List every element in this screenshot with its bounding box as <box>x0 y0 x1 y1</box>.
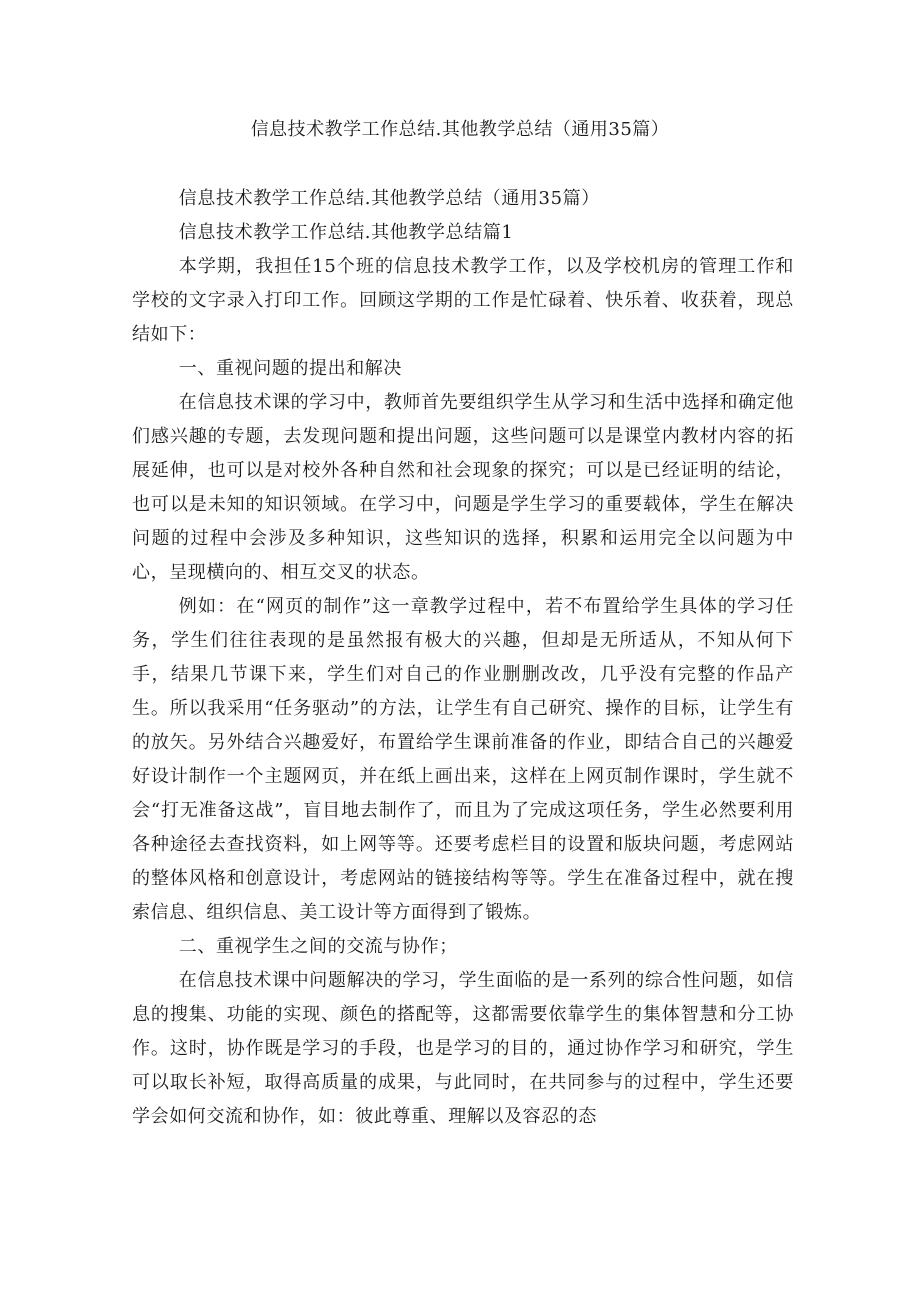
heading-point-one: 一、重视问题的提出和解决 <box>178 358 402 379</box>
paragraph-section-heading: 信息技术教学工作总结.其他教学总结篇1 <box>178 222 514 243</box>
heading-point-two: 二、重视学生之间的交流与协作； <box>178 936 458 957</box>
document-body <box>132 182 794 1134</box>
paragraph-intro: 本学期，我担任15个班的信息技术教学工作，以及学校机房的管理工作和学校的文字录入打印工作。回顾这学期的工作是忙碌着、快乐着、收获着，现总结如下： <box>132 256 794 345</box>
document-title: 信息技术教学工作总结.其他教学总结（通用35篇） <box>250 119 670 140</box>
paragraph-example: 例如：在“网页的制作”这一章教学过程中，若不布置给学生具体的学习任务，学生们往往表现的是虽然报有极大的兴趣，但却是无所适从，不知从何下手，结果几节课下来，学生们对自己的作业删删改改，几乎没有完整的作品产生。所以我采用“任务驱动”的方法，让学生有自己研究、操作的目标，让学生有的放矢。另外结合兴趣爱好，布置给学生课前准备的作业，即结合自己的兴趣爱好设计制作一个主题网页，并在纸上画出来，这样在上网页制作课时，学生就不会“打无准备这战”，盲目地去制作了，而且为了完成这项任务，学生必然要利用各种途径去查找资料，如上网等等。还要考虑栏目的设置和版块问题，考虑网站的整体风格和创意设计，考虑网站的链接结构等等。学生在准备过程中，就在搜索信息、组织信息、美工设计等方面得到了锻炼。 <box>132 596 794 923</box>
paragraph-collaboration: 在信息技术课中问题解决的学习，学生面临的是一系列的综合性问题，如信息的搜集、功能的实现、颜色的搭配等，这都需要依靠学生的集体智慧和分工协作。这时，协作既是学习的手段，也是学习的目的，通过协作学习和研究，学生可以取长补短，取得高质量的成果，与此同时，在共同参与的过程中，学生还要学会如何交流和协作，如：彼此尊重、理解以及容忍的态 <box>132 970 794 1127</box>
paragraph-subtitle: 信息技术教学工作总结.其他教学总结（通用35篇） <box>178 188 600 209</box>
paragraph-problem-solving: 在信息技术课的学习中，教师首先要组织学生从学习和生活中选择和确定他们感兴趣的专题，去发现问题和提出问题，这些问题可以是课堂内教材内容的拓展延伸，也可以是对校外各种自然和社会现象的探究；可以是已经证明的结论，也可以是未知的知识领域。在学习中，问题是学生学习的重要载体，学生在解决问题的过程中会涉及多种知识，这些知识的选择，积累和运用完全以问题为中心，呈现横向的、相互交叉的状态。 <box>132 392 794 583</box>
